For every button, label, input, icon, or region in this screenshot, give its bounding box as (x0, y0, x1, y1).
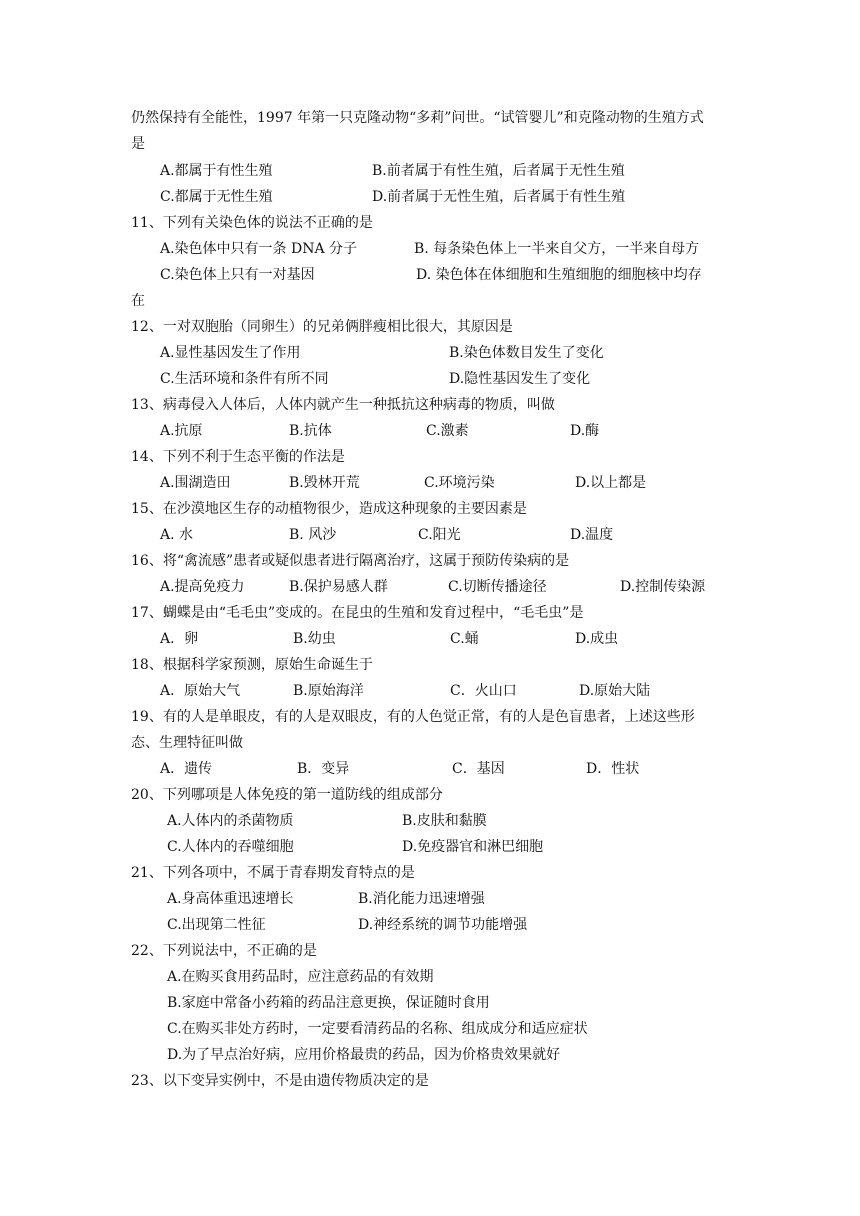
option-c: C.都属于无性生殖 (160, 189, 273, 205)
option-b: B.染色体数目发生了变化 (449, 345, 604, 361)
option-a: A. 水 (160, 527, 194, 543)
option-c: C.生活环境和条件有所不同 (160, 371, 329, 387)
option-a: A．原始大气 (160, 683, 241, 699)
option-a: A．遗传 (160, 761, 213, 777)
option-c: C.激素 (426, 423, 469, 439)
option-b: B. 风沙 (289, 527, 337, 543)
option-d-wrap: 在 (131, 293, 145, 309)
option-a: A.围湖造田 (160, 475, 231, 491)
option-d: D.以上都是 (575, 475, 647, 491)
option-c: C.出现第二性征 (167, 917, 266, 933)
option-d: D.为了早点治好病，应用价格最贵的药品，因为价格贵效果就好 (167, 1047, 561, 1063)
question-15-stem: 15、在沙漠地区生存的动植物很少，造成这种现象的主要因素是 (131, 501, 527, 517)
option-d: D.前者属于无性生殖，后者属于有性生殖 (372, 189, 626, 205)
option-d: D.原始大陆 (579, 683, 651, 699)
option-c: C.人体内的吞噬细胞 (167, 839, 294, 855)
option-c: C.在购买非处方药时，一定要看清药品的名称、组成成分和适应症状 (167, 1021, 588, 1037)
question-23-stem: 23、以下变异实例中，不是由遗传物质决定的是 (131, 1073, 429, 1089)
option-a: A.人体内的杀菌物质 (167, 813, 294, 829)
option-c: C．基因 (452, 761, 505, 777)
option-a: A.染色体中只有一条 DNA 分子 (160, 241, 358, 257)
question-16-stem: 16、将“禽流感”患者或疑似患者进行隔离治疗，这属于预防传染病的是 (131, 553, 570, 569)
option-d: D.成虫 (575, 631, 619, 647)
question-20-stem: 20、下列哪项是人体免疫的第一道防线的组成部分 (131, 787, 443, 803)
question-18-stem: 18、根据科学家预测，原始生命诞生于 (131, 657, 373, 673)
question-13-stem: 13、病毒侵入人体后，人体内就产生一种抵抗这种病毒的物质，叫做 (131, 397, 555, 413)
question-19-stem: 19、有的人是单眼皮，有的人是双眼皮，有的人色觉正常，有的人是色盲患者，上述这些形 (131, 709, 695, 725)
option-b: B.毁林开荒 (289, 475, 360, 491)
option-d: D.温度 (570, 527, 614, 543)
option-d: D.免疫器官和淋巴细胞 (402, 839, 544, 855)
option-c: C．火山口 (450, 683, 517, 699)
option-b: B.前者属于有性生殖，后者属于无性生殖 (372, 163, 625, 179)
option-d: D.神经系统的调节功能增强 (358, 917, 528, 933)
question-22-stem: 22、下列说法中，不正确的是 (131, 943, 317, 959)
option-a: A.身高体重迅速增长 (167, 891, 294, 907)
option-c: C.切断传播途径 (448, 579, 547, 595)
option-a: A.在购买食用药品时，应注意药品的有效期 (167, 969, 434, 985)
option-d: D. 染色体在体细胞和生殖细胞的细胞核中均存 (416, 267, 702, 283)
question-10-continuation-wrap: 是 (131, 136, 145, 152)
option-c: C.环境污染 (424, 475, 495, 491)
option-c: C.蛹 (450, 631, 479, 647)
option-a: A.都属于有性生殖 (160, 163, 273, 179)
option-c: C.染色体上只有一对基因 (160, 267, 315, 283)
option-d: D.隐性基因发生了变化 (449, 371, 591, 387)
option-a: A.提高免疫力 (160, 579, 245, 595)
option-b: B. 每条染色体上一半来自父方，一半来自母方 (414, 241, 700, 257)
question-19-stem-wrap: 态、生理特征叫做 (131, 735, 243, 751)
option-b: B.幼虫 (293, 631, 336, 647)
option-b: B.原始海洋 (293, 683, 364, 699)
question-17-stem: 17、蝴蝶是由“毛毛虫”变成的。在昆虫的生殖和发育过程中，“毛毛虫”是 (131, 605, 584, 621)
question-21-stem: 21、下列各项中，不属于青春期发育特点的是 (131, 865, 415, 881)
option-b: B.抗体 (289, 423, 332, 439)
question-11-stem: 11、下列有关染色体的说法不正确的是 (131, 215, 373, 231)
option-b: B.消化能力迅速增强 (358, 891, 485, 907)
question-14-stem: 14、下列不利于生态平衡的作法是 (131, 449, 345, 465)
option-d: D.酶 (570, 423, 600, 439)
option-b: B.保护易感人群 (289, 579, 388, 595)
option-b: B.皮肤和黏膜 (402, 813, 487, 829)
option-b: B.家庭中常备小药箱的药品注意更换，保证随时食用 (167, 995, 490, 1011)
option-a: A．卵 (160, 631, 199, 647)
question-10-continuation: 仍然保持有全能性，1997 年第一只克隆动物“多莉”问世。“试管婴儿”和克隆动物的生殖方式 (131, 110, 704, 126)
option-b: B．变异 (297, 761, 350, 777)
question-12-stem: 12、一对双胞胎（同卵生）的兄弟俩胖瘦相比很大，其原因是 (131, 319, 513, 335)
option-c: C.阳光 (418, 527, 461, 543)
option-d: D.控制传染源 (620, 579, 706, 595)
option-a: A.显性基因发生了作用 (160, 345, 301, 361)
option-a: A.抗原 (160, 423, 203, 439)
option-d: D．性状 (586, 761, 640, 777)
